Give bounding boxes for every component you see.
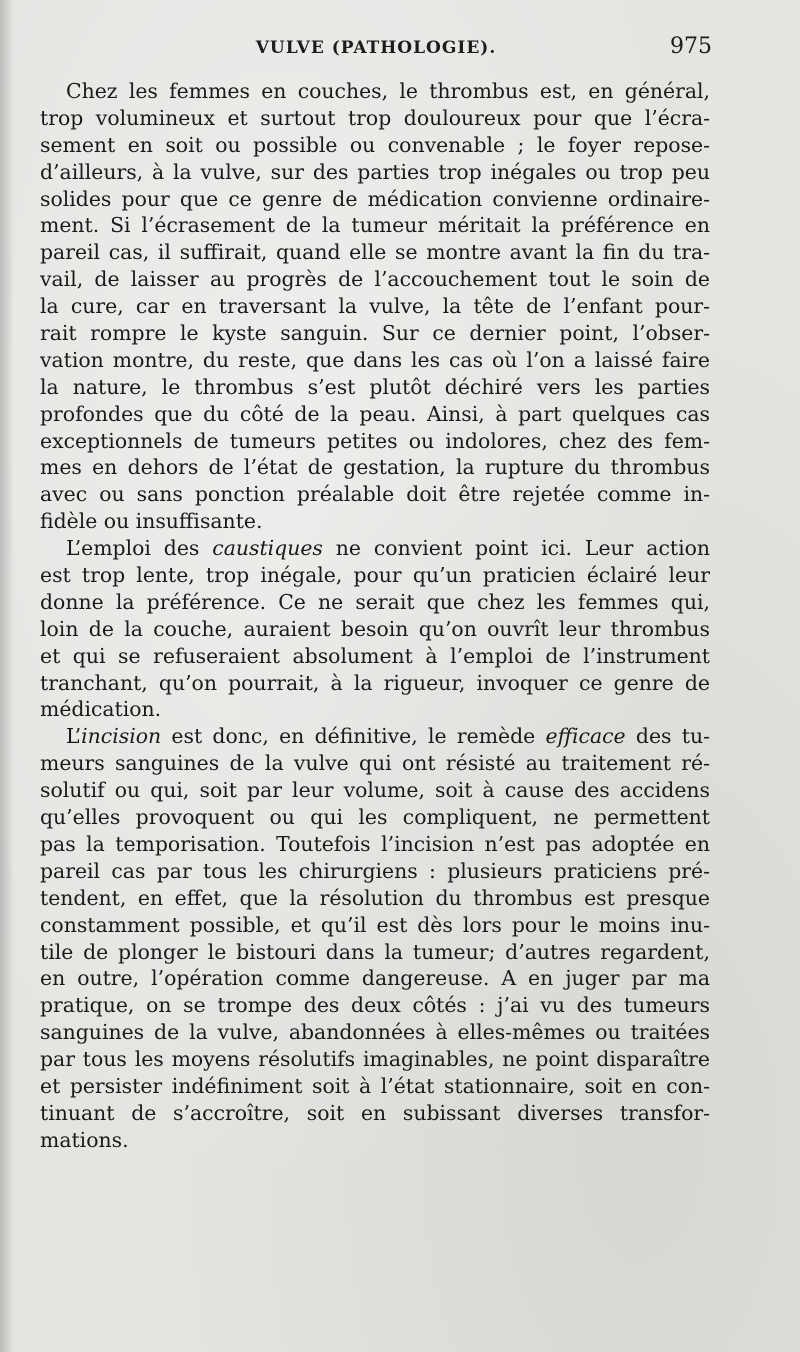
text-line: Chez les femmes en couches, le thrombus est, en général,	[66, 79, 710, 103]
italic-term-efficace: efficace	[545, 724, 626, 749]
text-run: ne convient point ici. Leur action	[322, 536, 711, 561]
text-line: exceptionnels de tumeurs petites ou indolores, chez des fem-	[40, 428, 710, 453]
body-text	[40, 78, 710, 1154]
text-line: avec ou sans ponction préalable doit être rejetée comme in-	[40, 482, 710, 507]
text-line: sement en soit ou possible ou convenable ; le foyer repose-	[40, 132, 710, 157]
text-line: vail, de laisser au progrès de l’accouchement tout le soin de	[40, 267, 710, 292]
text-line: mations.	[40, 1127, 129, 1152]
page-gutter-shadow	[0, 0, 14, 1352]
text-line: d’ailleurs, à la vulve, sur des parties trop inégales ou trop peu	[40, 159, 710, 184]
text-line: constamment possible, et qu’il est dès lors pour le moins inu-	[40, 912, 710, 937]
text-line: tile de plonger le bistouri dans la tumeur; d’autres regardent,	[40, 939, 710, 964]
text-line: tinuant de s’accroître, soit en subissant diverses transfor-	[40, 1100, 710, 1125]
text-run: L’	[66, 724, 82, 749]
text-line: pareil cas par tous les chirurgiens : plusieurs praticiens pré-	[40, 858, 710, 883]
text-line: pratique, on se trompe des deux côtés : j’ai vu des tumeurs	[40, 993, 710, 1018]
text-line: pas la temporisation. Toutefois l’incision n’est pas adoptée en	[40, 831, 710, 856]
text-line: tendent, en effet, que la résolution du thrombus est presque	[40, 885, 710, 910]
text-line	[40, 535, 710, 562]
text-run: L’emploi des	[66, 536, 213, 561]
text-line: sanguines de la vulve, abandonnées à elles-mêmes ou traitées	[40, 1020, 710, 1045]
paragraph-1	[40, 78, 710, 535]
italic-term-caustiques: caustiques	[212, 536, 323, 561]
text-line: est trop lente, trop inégale, pour qu’un praticien éclairé leur	[40, 563, 710, 588]
text-line: solides pour que ce genre de médication convienne ordinaire-	[40, 186, 710, 211]
text-line: meurs sanguines de la vulve qui ont résisté au traitement ré-	[40, 751, 710, 776]
text-line: solutif ou qui, soit par leur volume, soit à cause des accidens	[40, 778, 710, 803]
text-line	[40, 723, 710, 750]
text-line: profondes que du côté de la peau. Ainsi, à part quelques cas	[40, 401, 710, 426]
text-line: qu’elles provoquent ou qui les compliquent, ne permettent	[40, 805, 710, 830]
paragraph-2	[40, 535, 710, 723]
text-line: et qui se refuseraient absolument à l’emploi de l’instrument	[40, 643, 710, 668]
text-line: donne la préférence. Ce ne serait que chez les femmes qui,	[40, 589, 710, 614]
running-head: VULVE (PATHOLOGIE).	[255, 38, 497, 58]
text-line: la cure, car en traversant la vulve, la tête de l’enfant pour-	[40, 294, 710, 319]
text-run: des tu-	[625, 724, 710, 749]
text-line: et persister indéfiniment soit à l’état stationnaire, soit en con-	[40, 1073, 710, 1098]
page-number: 975	[670, 34, 712, 59]
text-line: mes en dehors de l’état de gestation, la rupture du thrombus	[40, 455, 710, 480]
text-line: rait rompre le kyste sanguin. Sur ce dernier point, l’obser-	[40, 321, 710, 346]
text-line: fidèle ou insuffisante.	[40, 509, 263, 534]
text-line: pareil cas, il suffirait, quand elle se montre avant la fin du tra-	[40, 240, 710, 265]
page-header	[40, 34, 712, 68]
text-line: par tous les moyens résolutifs imaginables, ne point disparaître	[40, 1047, 710, 1072]
text-line: ment. Si l’écrasement de la tumeur méritait la préférence en	[40, 213, 710, 238]
italic-term-incision: incision	[81, 724, 162, 749]
text-line: la nature, le thrombus s’est plutôt déchiré vers les parties	[40, 374, 710, 399]
text-line: trop volumineux et surtout trop douloureux pour que l’écra-	[40, 105, 710, 130]
text-line: loin de la couche, auraient besoin qu’on ouvrît leur thrombus	[40, 616, 710, 641]
paragraph-3	[40, 723, 710, 1153]
text-line: vation montre, du reste, que dans les cas où l’on a laissé faire	[40, 347, 710, 372]
text-line: en outre, l’opération comme dangereuse. A en juger par ma	[40, 966, 710, 991]
text-line: tranchant, qu’on pourrait, à la rigueur, invoquer ce genre de	[40, 670, 710, 695]
text-run: est donc, en définitive, le remède	[161, 724, 546, 749]
text-line: médication.	[40, 697, 162, 722]
